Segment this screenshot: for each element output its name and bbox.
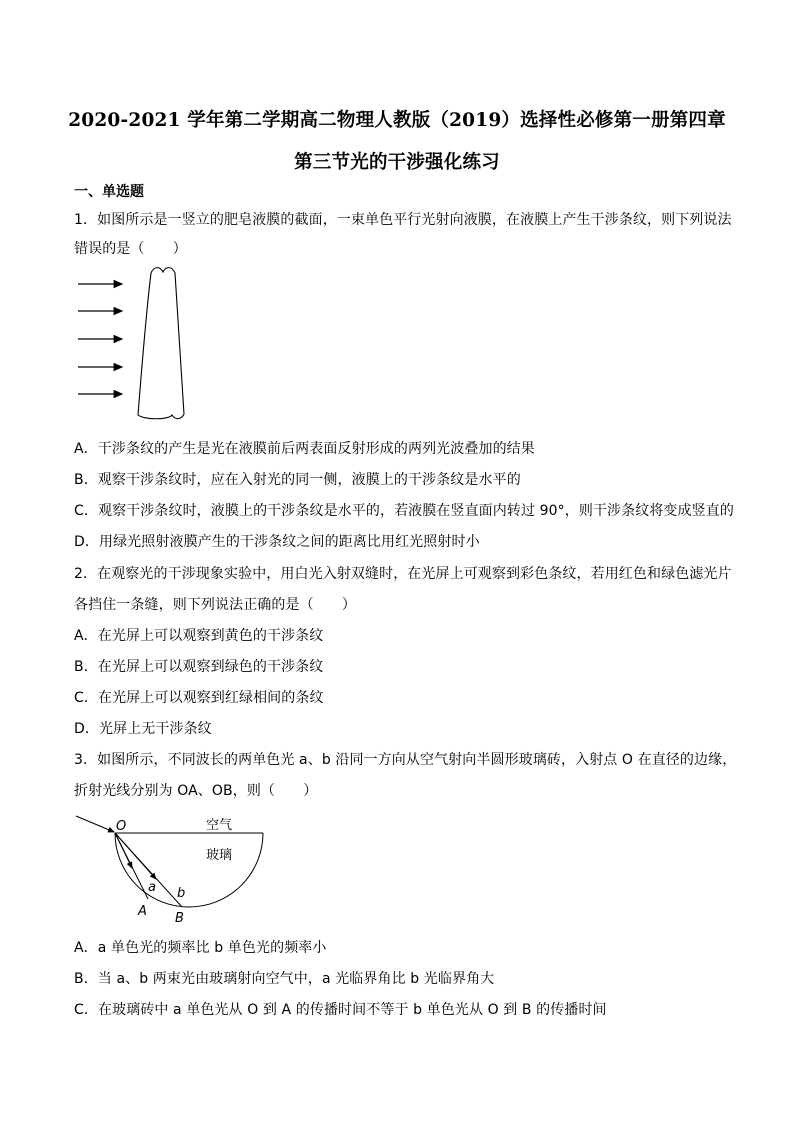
q3-option-a: A．a 单色光的频率比 b 单色光的频率小 xyxy=(74,940,327,956)
q2-option-d: D．光屏上无干涉条纹 xyxy=(74,721,212,737)
label-o: O xyxy=(116,819,127,834)
soap-film-diagram xyxy=(74,264,214,426)
document-title: 2020-2021 学年第二学期高二物理人教版（2019）选择性必修第一册第四章 xyxy=(68,110,726,131)
refracted-ray-b-arrow xyxy=(115,833,156,879)
q3-stem-line2: 折射光线分别为 OA、OB，则（ ） xyxy=(74,783,318,799)
label-point-a: A xyxy=(138,904,147,919)
q3-option-b: B．当 a、b 两束光由玻璃射向空气中，a 光临界角比 b 光临界角大 xyxy=(74,971,495,987)
semicircle-arc xyxy=(115,833,263,907)
soap-film-cross-section xyxy=(138,268,184,419)
q1-stem-line1: 1．如图所示是一竖立的肥皂液膜的截面，一束单色平行光射向液膜，在液膜上产生干涉条纹，则下列说法 xyxy=(74,212,732,228)
q2-option-a: A．在光屏上可以观察到黄色的干涉条纹 xyxy=(74,628,324,644)
document-subtitle: 第三节光的干涉强化练习 xyxy=(294,152,500,173)
label-b-ray: b xyxy=(177,886,186,901)
q2-stem-line2: 各挡住一条缝，则下列说法正确的是（ ） xyxy=(74,597,356,613)
q1-option-b: B．观察干涉条纹时，应在入射光的同一侧，液膜上的干涉条纹是水平的 xyxy=(74,472,521,488)
label-a-ray: a xyxy=(148,880,156,895)
q3-figure xyxy=(70,806,270,926)
q3-option-c: C．在玻璃砖中 a 单色光从 O 到 A 的传播时间不等于 b 单色光从 O 到 B 的传播时间 xyxy=(74,1002,607,1018)
q1-stem-line2: 错误的是（ ） xyxy=(74,241,187,257)
section-heading: 一、单选题 xyxy=(74,184,144,200)
incident-light-arrows xyxy=(78,284,122,394)
q2-stem-line1: 2．在观察光的干涉现象实验中，用白光入射双缝时，在光屏上可观察到彩色条纹，若用红色和绿色滤光片 xyxy=(74,566,732,582)
refracted-ray-a-arrow xyxy=(115,833,132,868)
q2-option-c: C．在光屏上可以观察到红绿相间的条纹 xyxy=(74,690,324,706)
q2-option-b: B．在光屏上可以观察到绿色的干涉条纹 xyxy=(74,659,324,675)
q1-option-c: C．观察干涉条纹时，液膜上的干涉条纹是水平的，若液膜在竖直面内转过 90°，则干涉条纹将变成竖直的 xyxy=(74,503,734,519)
label-glass: 玻璃 xyxy=(206,848,233,863)
incident-ray xyxy=(76,816,114,832)
label-air: 空气 xyxy=(206,818,233,833)
q3-stem-line1: 3．如图所示，不同波长的两单色光 a、b 沿同一方向从空气射向半圆形玻璃砖，入射点 O 在直径的边缘， xyxy=(74,752,737,768)
q1-option-a: A．干涉条纹的产生是光在液膜前后两表面反射形成的两列光波叠加的结果 xyxy=(74,441,535,457)
semicircle-glass-diagram xyxy=(70,806,270,926)
q1-option-d: D．用绿光照射液膜产生的干涉条纹之间的距离比用红光照射时小 xyxy=(74,534,480,550)
label-point-b: B xyxy=(175,911,184,926)
q1-figure xyxy=(74,264,214,426)
